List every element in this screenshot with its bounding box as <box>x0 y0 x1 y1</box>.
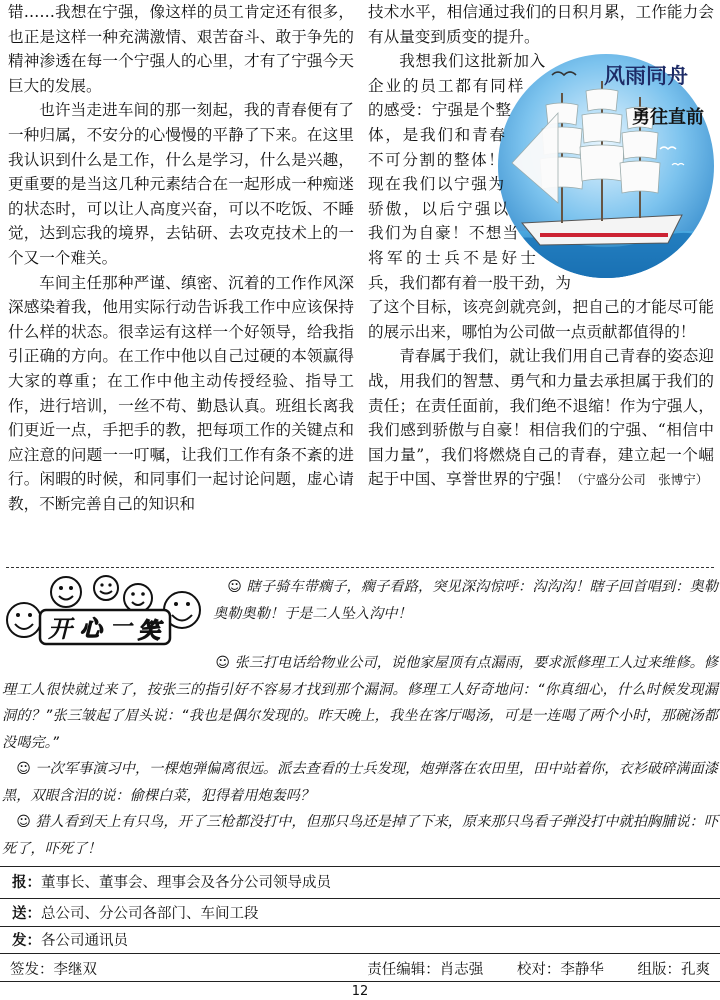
report-recipients: 董事长、董事会、理事会及各分公司领导成员 <box>41 875 331 891</box>
banner-char-4: 笑 <box>138 619 161 644</box>
footer-rule-2 <box>0 898 720 899</box>
layout-editor: 组版：孔爽 <box>637 962 710 978</box>
sign-off-row <box>0 956 720 982</box>
distribution-issue <box>12 929 128 950</box>
footer-rule-4 <box>0 953 720 954</box>
section-divider-dashed <box>6 567 714 568</box>
smiley-icon: ☺ <box>215 655 230 671</box>
right-paragraph-1: 技术水平，相信通过我们的日积月累，工作能力会有从量变到质变的提升。 <box>368 3 714 46</box>
signer: 签发：李继双 <box>10 962 97 978</box>
right-paragraph-3-text: 青春属于我们，就让我们用自己青春的姿态迎战，用我们的智慧、勇气和力量去承担属于我们的责任；在责任面前，我们绝不退缩！作为宁强人，我们感到骄傲与自豪！相信我们的宁强、“相信中国力量”，我们将燃烧自己的青春，建立起一个崛起于中国、享誉世界的宁强！ <box>368 347 714 489</box>
joke-2 <box>2 650 718 756</box>
banner-char-2: 心 <box>80 617 103 642</box>
banner-char-3: 一 <box>110 615 133 640</box>
joke-4 <box>2 809 718 862</box>
joke-4-text: 猎人看到天上有只鸟，开了三枪都没打中，但那只鸟还是掉了下来，原来那只鸟看子弹没打中就拍胸脯说：吓死了，吓死了！ <box>2 814 718 857</box>
send-recipients: 总公司、分公司各部门、车间工段 <box>41 906 259 922</box>
smiley-icon: ☺ <box>227 579 242 595</box>
responsible-editor: 责任编辑：肖志强 <box>367 962 484 978</box>
joke-3 <box>2 756 718 809</box>
right-paragraph-3 <box>368 344 714 493</box>
proofreader: 校对：李静华 <box>516 962 604 978</box>
page-number: 12 <box>351 984 369 999</box>
article-left-column <box>8 0 354 516</box>
author-credit: （宁盛分公司 张博宁） <box>570 472 709 488</box>
send-label: 送： <box>12 906 41 922</box>
joke-1-text: 瞎子骑车带瘸子，瘸子看路，突见深沟惊呼：沟沟沟！瞎子回首唱到：奥勒奥勒奥勒！于是二人坠入沟中！ <box>213 579 718 622</box>
ship-caption-line1: 风雨同舟 <box>604 63 688 89</box>
article-right-column <box>368 0 714 493</box>
issue-recipients: 各公司通讯员 <box>41 933 128 949</box>
smiley-icon: ☺ <box>16 814 31 830</box>
footer-rule-bottom <box>0 981 720 982</box>
issue-label: 发： <box>12 933 41 949</box>
distribution-report <box>12 871 331 892</box>
joke-3-text: 一次军事演习中，一棵炮弹偏离很远。派去查看的士兵发现，炮弹落在农田里，田中站着你，衣衫破碎满面漆黑，双眼含泪的说：偷棵白菜，犯得着用炮轰吗？ <box>2 761 718 804</box>
right-paragraph-2: 我想我们这批新加入企业的员工都有同样的感受：宁强是个整体，是我们和青春不可分割的整体！现在我们以宁强为骄傲，以后宁强以我们为自豪！不想当将军的士兵不是好士兵，我们都有着一股干劲，为了这个目标，该亮剑就亮剑，把自己的才能尽可能的展示出来，哪怕为公司做一点贡献都值得的！ <box>368 52 714 341</box>
joke-2-text: 张三打电话给物业公司，说他家屋顶有点漏雨，要求派修理工人过来维修。修理工人很快就过来了，按张三的指引好不容易才找到那个漏洞。修理工人好奇地问：“你真细心，什么时候发现漏洞的？”张三皱起了眉头说：“我也是偶尔发现的。昨天晚上，我坐在客厅喝汤，可是一连喝了两个小时，那碗汤都没喝完。” <box>2 655 718 751</box>
editorial-credits <box>367 958 710 979</box>
footer-rule-3 <box>0 926 720 927</box>
report-label: 报： <box>12 875 41 891</box>
footer-rule-top <box>0 866 720 867</box>
happy-laugh-banner <box>2 570 207 650</box>
ship-caption-line2: 勇往直前 <box>632 107 704 129</box>
smiley-icon: ☺ <box>16 761 31 777</box>
distribution-send <box>12 902 259 923</box>
jokes-section <box>2 574 718 864</box>
left-paragraph-2: 也许当走进车间的那一刻起，我的青春便有了一种归属，不安分的心慢慢的平静了下来。在这里我认识到什么是工作，什么是学习，什么是兴趣，更重要的是当这几种元素结合在一起形成一种痴迷的状态时，可以让人高度兴奋，可以不吃饭、不睡觉，达到忘我的境界，去钻研、去攻克技术上的一个又一个难关。 <box>8 101 354 267</box>
banner-char-1: 开 <box>48 615 72 643</box>
banner-svg <box>2 570 207 650</box>
smiley-face-icon <box>7 603 41 637</box>
left-paragraph-1: 错……我想在宁强，像这样的员工肯定还有很多，也正是这样一种充满激情、艰苦奋斗、敢于争先的精神渗透在每一个宁强人的心里，才有了宁强今天巨大的发展。 <box>8 3 354 95</box>
left-paragraph-3: 车间主任那种严谨、缜密、沉着的工作作风深深感染着我，他用实际行动告诉我工作中应该保持什么样的状态。很幸运有这样一个好领导，给我指引正确的方向。在工作中他以自己过硬的本领赢得大家的尊重；在工作中他主动传授经验、指导工作，进行培训，一丝不苟、勤恳认真。班组长离我们更近一点，手把手的教，把每项工作的关键点和应注意的问题一一叮嘱，让我们工作有条不紊的进行。闲暇的时候，和同事们一起讨论问题，虚心请教，不断完善自己的知识和 <box>8 273 354 513</box>
